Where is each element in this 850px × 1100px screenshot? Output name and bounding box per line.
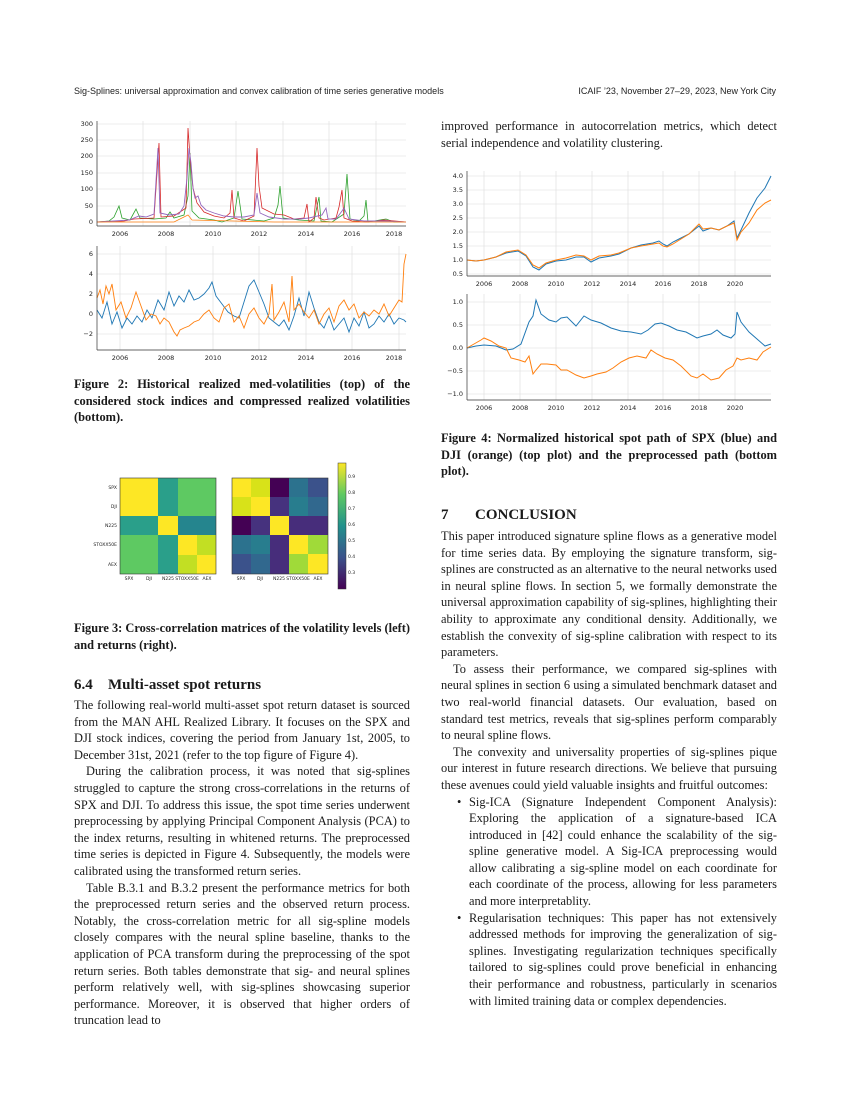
paragraph: Table B.3.1 and B.3.2 present the performance metrics for both the preprocessed return series and the observed return process. Notably, the cross-correlation metric for all sig-spline models closely compares with the neural spline baseline, thanks to the application of PCA transform during the preprocessing of the spot return series. Both tables demonstrate that sig- and neural splines perform relatively well, with sig-splines showcasing superior performance. Moreover, it is observed that higher orders of truncation lead to [74,880,410,1028]
svg-text:2018: 2018 [385,230,403,238]
figure-2-bottom-chart [74,244,410,369]
svg-text:50: 50 [84,202,93,210]
svg-text:2006: 2006 [111,230,129,238]
svg-text:0.7: 0.7 [348,507,356,512]
svg-text:150: 150 [80,169,93,177]
conclusion-body [441,528,777,1009]
paragraph: During the calibration process, it was noted that sig-splines struggled to capture the strong cross-correlations in the returns of SPX and DJI. To address this issue, the spot time series underwent preprocessing by applying Principal Component Analysis (PCA) to the index returns, resulting in whitened returns. The preprocessed time series is depicted in Figure 4. Subsequently, the models were calibrated using the transformed return series. [74,764,410,878]
svg-text:2006: 2006 [475,280,493,288]
svg-text:4.0: 4.0 [452,172,463,180]
list-item: • Regularisation techniques: This paper has not extensively addressed methods for improving the generalization of sig-splines. Investigating regularization techniques specifically tailored to sig-splines could prove beneficial in enhancing their performance and robustness, particularly in scenarios with limited training data or complex dependencies. [469,910,777,1010]
figure-4-caption: Figure 4: Normalized historical spot path of SPX (blue) and DJI (orange) (top plot) and the preprocessed path (bottom plot). [441,431,777,478]
svg-text:2014: 2014 [619,404,637,412]
svg-text:2: 2 [88,290,93,298]
svg-text:2018: 2018 [690,280,708,288]
svg-text:100: 100 [80,185,93,193]
figure-3-heatmaps [84,460,374,597]
svg-text:4: 4 [88,270,93,278]
svg-text:0.3: 0.3 [348,571,356,576]
section-6-4-heading [74,677,261,694]
figure-2-top-chart [74,118,410,245]
svg-text:SPX: SPX [108,486,117,491]
section-title: CONCLUSION [475,507,577,523]
svg-text:STOXX50E: STOXX50E [93,543,117,548]
svg-text:STOXX50E: STOXX50E [175,577,199,582]
svg-text:2012: 2012 [583,404,601,412]
svg-text:3.5: 3.5 [452,186,463,194]
svg-text:2016: 2016 [343,354,361,362]
svg-text:DJI: DJI [110,505,117,510]
heatmap-volatility [120,478,216,574]
svg-text:DJI: DJI [145,577,153,582]
svg-text:2010: 2010 [204,230,222,238]
svg-text:250: 250 [80,136,93,144]
continuation-paragraph: improved performance in autocorrelation metrics, which detect serial independence and volatility clustering. [441,119,777,150]
svg-text:−2: −2 [83,330,93,338]
svg-text:2016: 2016 [343,230,361,238]
svg-text:2020: 2020 [726,280,744,288]
svg-text:0.9: 0.9 [348,475,356,480]
svg-text:2012: 2012 [250,230,268,238]
svg-text:2006: 2006 [475,404,493,412]
svg-text:0.4: 0.4 [348,555,356,560]
svg-text:2008: 2008 [157,230,175,238]
section-number: 6.4 [74,677,93,693]
svg-text:2010: 2010 [547,280,565,288]
svg-text:2014: 2014 [619,280,637,288]
svg-text:1.0: 1.0 [452,256,463,264]
svg-text:2014: 2014 [297,230,315,238]
svg-text:0.0: 0.0 [452,344,463,352]
svg-text:STOXX50E: STOXX50E [286,577,310,582]
svg-text:0.5: 0.5 [452,270,463,278]
list-item: • Sig-ICA (Signature Independent Component Analysis): Exploring the application of a signature-based ICA introduced in [42] could enhance the scalability of the sig-spline generative model. A Sig-ICA preprocessing would allow calibrating a sig-spline model on each coordinate for each coordinate of the process, allowing for less parameters and more interpretablity. [469,794,777,910]
paragraph: The convexity and universality properties of sig-splines pique our interest in future research directions. We believe that pursuing these avenues could yield valuable insights and fruitful outcomes: [441,744,777,792]
paragraph: This paper introduced signature spline flows as a generative model for time series data. By employing the signature transform, sig-splines are constructed as an alternative to the neural networks used in neural spline flows. In section 5, we formally demonstrate the universal approximation capability of sig-splines, highlighting their ability to approximate any conditional density. Additionally, we establish the convexity of sig-spline calibration with respect to its parameters. [441,529,777,660]
figure-4-top-chart [441,168,777,295]
paragraph: To assess their performance, we compared sig-splines with neural splines in section 6 using a simulated benchmark dataset and two real-world financial datasets. Our evaluation, based on standard test metrics, reveals that sig-splines perform comparably to neural spline flows. [441,661,777,743]
svg-text:3.0: 3.0 [452,200,463,208]
svg-text:200: 200 [80,152,93,160]
svg-text:2.5: 2.5 [452,214,463,222]
figure-3-caption: Figure 3: Cross-correlation matrices of the volatility levels (left) and returns (right). [74,621,410,652]
svg-text:DJI: DJI [256,577,264,582]
section-number: 7 [441,507,449,523]
svg-text:2008: 2008 [157,354,175,362]
svg-text:2006: 2006 [111,354,129,362]
svg-text:1.0: 1.0 [452,298,463,306]
svg-text:AEX: AEX [107,563,117,568]
future-work-list [441,794,777,1010]
svg-text:2008: 2008 [511,404,529,412]
svg-text:0.5: 0.5 [348,539,356,544]
svg-text:AEX: AEX [313,577,323,582]
svg-text:2018: 2018 [385,354,403,362]
paragraph: The following real-world multi-asset spot return dataset is sourced from the MAN AHL Realized Library. It focuses on the SPX and DJI stock indices, covering the period from January 1st, 2005, to December 31st, 2021 (refer to the top figure of Figure 4). [74,698,410,762]
svg-text:2008: 2008 [511,280,529,288]
figure-2-caption: Figure 2: Historical realized med-volatilities (top) of the considered stock indices and compressed realized volatilities (bottom). [74,377,410,424]
section-7-heading [441,507,577,524]
svg-text:2012: 2012 [583,280,601,288]
svg-text:6: 6 [88,250,93,258]
running-header-title: Sig-Splines: universal approximation and convex calibration of time series generative models [74,86,444,96]
svg-text:0.5: 0.5 [452,321,463,329]
svg-text:AEX: AEX [202,577,212,582]
svg-text:N225: N225 [273,577,285,582]
section-6-4-body [74,697,410,1029]
svg-text:2018: 2018 [690,404,708,412]
svg-text:2010: 2010 [547,404,565,412]
figure-4-bottom-chart [441,292,777,419]
running-header-venue: ICAIF ’23, November 27–29, 2023, New York City [578,86,776,96]
svg-text:SPX: SPX [236,577,246,582]
svg-text:0.8: 0.8 [348,491,356,496]
svg-text:2016: 2016 [654,280,672,288]
svg-text:2016: 2016 [654,404,672,412]
svg-text:SPX: SPX [124,577,134,582]
svg-text:0.6: 0.6 [348,523,356,528]
svg-text:0: 0 [88,218,93,226]
svg-text:2010: 2010 [204,354,222,362]
svg-text:2012: 2012 [250,354,268,362]
svg-text:−1.0: −1.0 [447,390,463,398]
svg-text:2.0: 2.0 [452,228,463,236]
svg-text:2014: 2014 [297,354,315,362]
svg-text:0: 0 [88,310,93,318]
svg-text:−0.5: −0.5 [447,367,463,375]
svg-text:N225: N225 [162,577,174,582]
svg-text:1.5: 1.5 [452,242,463,250]
svg-text:N225: N225 [105,524,117,529]
heatmap-returns [232,478,328,574]
svg-text:300: 300 [80,120,93,128]
svg-text:2020: 2020 [726,404,744,412]
section-title: Multi-asset spot returns [108,677,262,693]
